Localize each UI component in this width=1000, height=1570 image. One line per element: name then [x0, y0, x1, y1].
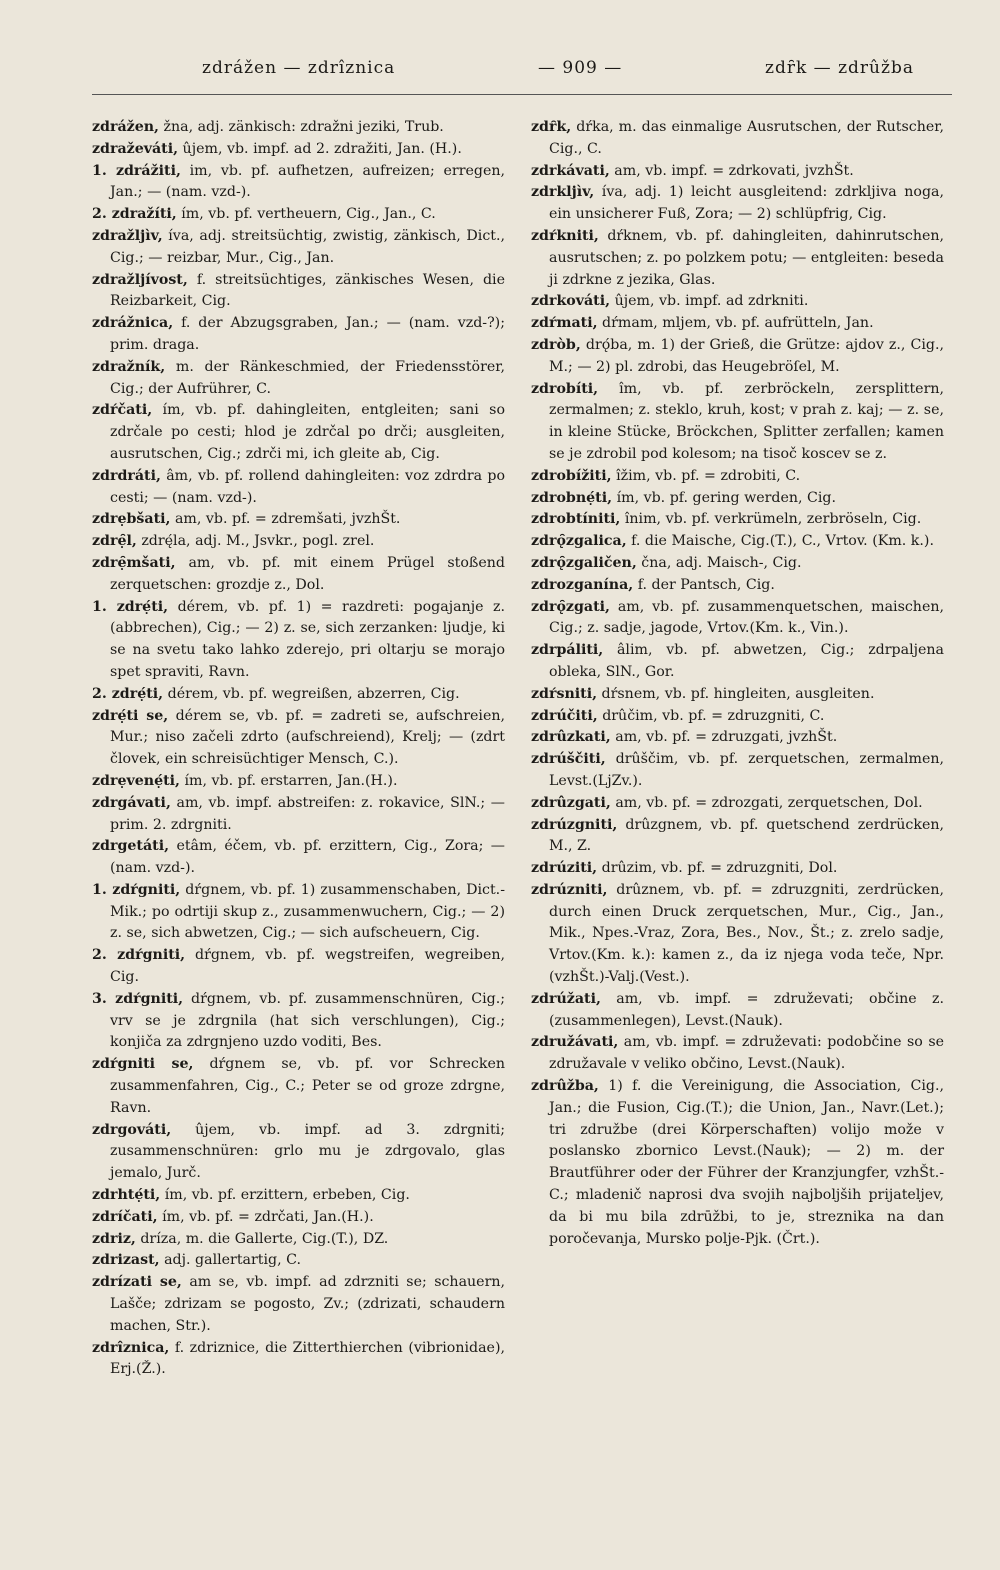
dictionary-entry [92, 1120, 505, 1185]
entry-headword: zdŕčati, [92, 402, 153, 419]
entry-definition: dŕmam, mljem, vb. pf. aufrütteln, Jan. [597, 315, 874, 332]
entry-definition: f. der Pantsch, Cig. [633, 576, 775, 593]
dictionary-entry [92, 1272, 505, 1337]
entry-headword: zdŕgniti se, [92, 1056, 194, 1073]
dictionary-entry [92, 270, 505, 314]
entry-definition: dérem, vb. pf. 1) = razdreti: pogajanje z. (abbrechen), Cig.; — 2) z. se, sich zerzanken: ljudje, ki se na svetu tako lahko zderejo, pri oltarju se morajo spet spraviti, Ravn. [110, 598, 505, 680]
dictionary-entry [92, 1207, 505, 1229]
entry-headword: zdrúzgniti, [531, 816, 618, 833]
dictionary-entry [531, 313, 944, 335]
entry-definition: am, vb. impf. abstreifen: z. rokavice, SlN.; — prim. 2. zdrgniti. [110, 794, 505, 833]
entry-definition: ûjem, vb. impf. ad 2. zdražiti, Jan. (H.). [178, 140, 462, 157]
entry-definition: drûznem, vb. pf. = zdruzgniti, zerdrücken, durch einen Druck zerquetschen, Mur., Cig., Jan., Mik., Npes.-Vraz, Zora, Bes., Nov., Št.; z. zrelo sadje, Vrtov.(Km. k.): kamen z., da iz njega voda teče, Npr.(vzhŠt.)-Valj.(Vest.). [549, 881, 944, 986]
entry-definition: čna, adj. Maisch-, Cig. [636, 554, 802, 571]
entry-headword: zdŕmati, [531, 315, 598, 332]
entry-headword: 1. zdŕgniti, [92, 881, 181, 898]
entry-definition: 1) f. die Vereinigung, die Association, Cig., Jan.; die Fusion, Cig.(T.); die Union, Jan., Navr.(Let.); tri združbe (drei Körperschaften) volijo može v poslansko zbornico Levst.(Nauk); — 2) m. der Brautführer oder der Führer der Kranzjungfer, vzhŠt.-C.; mladenič naprosi dva svojih najboljših prijateljev, da bi mu bila zdrūžbi, to je, streznika na dan poročevanja, Mursko polje-Pjk. (Črt.). [549, 1078, 944, 1247]
entry-headword: zdrẹ́ti se, [92, 707, 169, 724]
dictionary-entry [531, 335, 944, 379]
entry-headword: zdrǫ̑zgaličen, [531, 554, 637, 571]
entry-headword: zdrobnẹ́ti, [531, 489, 613, 506]
entry-definition: îžim, vb. pf. = zdrobiti, C. [611, 467, 801, 484]
dictionary-entry [531, 727, 944, 749]
dictionary-entry [92, 553, 505, 597]
entry-definition: am, vb. impf. = zdrkovati, jvzhŠt. [609, 162, 854, 179]
entry-definition: drǫ́ba, m. 1) der Grieß, die Grütze: ajdov z., Cig., M.; — 2) pl. zdrobi, das Heugebröſel, M. [549, 336, 944, 375]
entry-definition: dŕgnem se, vb. pf. vor Schrecken zusammenfahren, Cig., C.; Peter se od groze zdrgne, Ravn. [110, 1056, 505, 1116]
entry-definition: drûzim, vb. pf. = zdruzgniti, Dol. [597, 860, 838, 877]
entry-headword: zdražník, [92, 358, 166, 375]
entry-headword: zdrízati se, [92, 1274, 182, 1291]
entry-definition: ím, vb. pf. dahingleiten, entgleiten; sani so zdrčale po cesti; hlod je zdrčal po drči; ausgleiten, ausrutschen, Cig.; zdrči mi, ich gleite ab, Cig. [110, 402, 505, 462]
entry-headword: 1. zdrážiti, [92, 162, 181, 179]
entry-headword: zdrkováti, [531, 293, 611, 310]
entry-headword: združávati, [531, 1034, 619, 1051]
entry-headword: zdrgováti, [92, 1121, 172, 1138]
dictionary-entry [531, 684, 944, 706]
dictionary-entry [531, 531, 944, 553]
dictionary-entry [92, 1185, 505, 1207]
entry-definition: dŕgnem, vb. pf. zusammenschnüren, Cig.; vrv se je zdrgnila (hat sich verschlungen), Cig.; konjiča za zdrgnjeno uzdo voditi, Bes. [110, 990, 505, 1051]
dictionary-entry [92, 945, 505, 989]
entry-headword: 2. zdrẹ́ti, [92, 685, 164, 702]
dictionary-entry [92, 117, 505, 139]
entry-definition: am, vb. impf. = združevati; občine z. (zusammenlegen), Levst.(Nauk). [549, 990, 944, 1029]
entry-definition: am se, vb. impf. ad zdrzniti se; schauern, Lašče; zdrizam se pogosto, Zv.; (zdrizati, schaudern machen, Str.). [110, 1274, 505, 1334]
entry-headword: zdrúziti, [531, 860, 598, 877]
dictionary-entry [531, 1076, 944, 1250]
dictionary-entry [92, 1338, 505, 1382]
entry-headword: zdrǫ̑zgalica, [531, 533, 627, 550]
dictionary-entry [92, 989, 505, 1054]
entry-definition: am, vb. pf. = zdrozgati, zerquetschen, Dol. [610, 794, 923, 811]
page-number: — 909 — [538, 58, 623, 78]
entry-definition: íva, adj. streitsüchtig, zwistig, zänkisch, Dict., Cig.; — reizbar, Mur., Cig., Jan. [110, 227, 505, 266]
entry-headword: zdriz, [92, 1230, 136, 1247]
dictionary-entry [92, 684, 505, 706]
entry-headword: zdražljívost, [92, 271, 188, 288]
entry-definition: f. zdriznice, die Zitterthierchen (vibrionidae), Erj.(Ž.). [110, 1339, 505, 1378]
entry-definition: ím, vb. pf. = zdrčati, Jan.(H.). [157, 1208, 374, 1225]
entry-definition: ím, vb. pf. erzittern, erbeben, Cig. [160, 1187, 410, 1204]
dictionary-entry [531, 379, 944, 466]
dictionary-entry [92, 793, 505, 837]
entry-headword: zdrpáliti, [531, 642, 604, 659]
entry-definition: dŕka, m. das einmalige Ausrutschen, der Rutscher, Cig., C. [549, 119, 944, 157]
dictionary-entry [531, 706, 944, 728]
dictionary-entry [531, 575, 944, 597]
entry-headword: zdrgetáti, [92, 838, 170, 855]
entry-definition: dérem se, vb. pf. = zadreti se, aufschreien, Mur.; niso začeli zdrto (aufschreiend), Krelj; — (zdrt človek, ein schreisüchtiger Mensch, C.). [110, 707, 505, 768]
dictionary-entry [531, 880, 944, 989]
dictionary-entry [92, 313, 505, 357]
dictionary-entry [92, 357, 505, 401]
entry-headword: zdrobíti, [531, 380, 599, 397]
page-header [92, 58, 944, 78]
header-right: zdȓk — zdrûžba [765, 58, 914, 78]
entry-definition: dŕgnem, vb. pf. wegstreifen, wegreiben, Cig. [110, 947, 505, 986]
entry-definition: zdrę́la, adj. M., Jsvkr., pogl. zrel. [136, 533, 375, 550]
entry-headword: zdrẹ̑mšati, [92, 554, 176, 571]
entry-headword: zdrẹbšati, [92, 511, 171, 528]
entry-headword: zdrûzkati, [531, 729, 611, 746]
dictionary-entry [92, 139, 505, 161]
dictionary-entry [531, 291, 944, 313]
entry-headword: zdrážnica, [92, 315, 174, 332]
entry-headword: zdrkávati, [531, 162, 610, 179]
entry-definition: drûčim, vb. pf. = zdruzgniti, C. [597, 707, 825, 724]
right-column [531, 117, 944, 1381]
entry-headword: zdrkljìv, [531, 184, 595, 201]
entry-headword: zdȓk, [531, 119, 572, 135]
dictionary-entry [92, 509, 505, 531]
dictionary-entry [92, 1054, 505, 1119]
entry-headword: zdrûžba, [531, 1078, 599, 1095]
dictionary-entry [92, 771, 505, 793]
entry-headword: zdŕkniti, [531, 227, 599, 244]
entry-headword: 2. zdŕgniti, [92, 947, 186, 964]
dictionary-entry [531, 226, 944, 291]
entry-headword: zdrúčiti, [531, 707, 598, 724]
entry-definition: ím, vb. pf. gering werden, Cig. [612, 489, 837, 506]
dictionary-entry [92, 400, 505, 465]
entry-definition: drûščim, vb. pf. zerquetschen, zermalmen, Levst.(LjZv.). [549, 751, 944, 789]
dictionary-entry [92, 466, 505, 510]
entry-headword: zdrûzgati, [531, 794, 611, 811]
entry-definition: dŕknem, vb. pf. dahingleiten, dahinrutschen, ausrutschen; z. po polzkem potu; — entgleiten: beseda ji zdrkne z jezika, Glas. [549, 227, 944, 288]
entry-definition: ím, vb. pf. vertheuern, Cig., Jan., C. [176, 206, 436, 223]
entry-definition: am, vb. pf. mit einem Prügel stoßend zerquetschen: grozdje z., Dol. [110, 554, 505, 593]
dictionary-entry [531, 488, 944, 510]
dictionary-entry [531, 117, 944, 161]
entry-headword: zdraževáti, [92, 140, 179, 157]
dictionary-entry [92, 1250, 505, 1272]
dictionary-entry [92, 1229, 505, 1251]
entry-definition: ím, vb. pf. erstarren, Jan.(H.). [179, 772, 398, 789]
dictionary-entry [531, 640, 944, 684]
header-rule [92, 94, 952, 95]
entry-headword: 2. zdražíti, [92, 206, 177, 223]
dictionary-entry [92, 880, 505, 945]
entry-definition: drûzgnem, vb. pf. quetschend zerdrücken, M., Z. [549, 816, 944, 855]
entry-definition: ûjem, vb. impf. ad 3. zdrgniti; zusammenschnüren: grlo mu je zdrgovalo, glas jemalo, Jurč. [110, 1121, 505, 1182]
left-column [92, 117, 505, 1381]
entry-headword: zdròb, [531, 336, 581, 353]
dictionary-entry [531, 1032, 944, 1076]
entry-definition: dríza, m. die Gallerte, Cig.(T.), DZ. [135, 1230, 389, 1247]
entry-definition: îm, vb. pf. zerbröckeln, zersplittern, zermalmen; z. steklo, kruh, kost; v prah z. kaj; — z. se, in kleine Stücke, Bröckchen, Splitter zerfallen; kamen se je zdrobil pod kolesom; na tisoč koscev se z. [549, 380, 944, 462]
entry-definition: dérem, vb. pf. wegreißen, abzerren, Cig. [163, 685, 460, 702]
dictionary-entry [531, 182, 944, 226]
entry-definition: dŕgnem, vb. pf. 1) zusammenschaben, Dict.-Mik.; po odrtiji skup z., zusammenwuchern, Cig.; — 2) z. se, sich abwetzen, Cig.; — sich aufscheuern, Cig. [110, 881, 505, 942]
entry-definition: žna, adj. zänkisch: zdražni jeziki, Trub. [158, 119, 444, 135]
entry-headword: zdrobtíniti, [531, 511, 621, 528]
entry-definition: am, vb. pf. = zdremšati, jvzhŠt. [170, 511, 401, 528]
entry-definition: adj. gallertartig, C. [159, 1252, 301, 1269]
entry-definition: âlim, vb. pf. abwetzen, Cig.; zdrpaljena obleka, SlN., Gor. [549, 642, 944, 680]
dictionary-entry [92, 836, 505, 880]
entry-headword: zdrdráti, [92, 467, 161, 484]
entry-headword: zdrẹ̑l, [92, 533, 137, 550]
dictionary-entry [531, 161, 944, 183]
entry-headword: 3. zdŕgniti, [92, 990, 184, 1007]
entry-headword: zdrúzniti, [531, 881, 608, 898]
header-left: zdrážen — zdrîznica [202, 58, 396, 78]
entry-headword: zdrẹvenẹ́ti, [92, 772, 180, 789]
entry-definition: im, vb. pf. aufhetzen, aufreizen; erregen, Jan.; — (nam. vzd-). [110, 162, 505, 201]
entry-definition: f. die Maische, Cig.(T.), C., Vrtov. (Km. k.). [626, 533, 934, 550]
dictionary-entry [92, 204, 505, 226]
dictionary-entry [531, 597, 944, 641]
dictionary-entry [92, 597, 505, 684]
dictionary-entry [531, 793, 944, 815]
entry-headword: zdríčati, [92, 1208, 158, 1225]
entry-headword: 1. zdrẹ́ti, [92, 598, 169, 615]
entry-definition: ûjem, vb. impf. ad zdrkniti. [610, 293, 809, 310]
entry-headword: zdrobížiti, [531, 467, 612, 484]
entry-definition: m. der Ränkeschmied, der Friedensstörer, Cig.; der Aufrührer, C. [110, 358, 505, 397]
entry-headword: zdŕsniti, [531, 685, 598, 702]
dictionary-entry [92, 161, 505, 205]
columns [92, 117, 944, 1381]
entry-definition: dŕsnem, vb. pf. hingleiten, ausgleiten. [597, 685, 875, 702]
entry-headword: zdrhtẹ́ti, [92, 1187, 161, 1204]
entry-definition: înim, vb. pf. verkrümeln, zerbröseln, Cig. [620, 511, 922, 528]
entry-headword: zdrážen, [92, 119, 159, 135]
entry-headword: zdrǫ̑zgati, [531, 598, 610, 615]
entry-headword: zdrozganína, [531, 576, 634, 593]
entry-definition: am, vb. pf. zusammenquetschen, maischen, Cig.; z. sadje, jagode, Vrtov.(Km. k., Vin.). [549, 598, 944, 637]
dictionary-entry [531, 815, 944, 859]
entry-headword: zdrgávati, [92, 794, 171, 811]
entry-definition: f. der Abzugsgraben, Jan.; — (nam. vzd-?); prim. draga. [110, 315, 505, 353]
entry-definition: íva, adj. 1) leicht ausgleitend: zdrkljiva noga, ein unsicherer Fuß, Zora; — 2) schlüpfrig, Cig. [549, 184, 944, 223]
dictionary-entry [92, 531, 505, 553]
entry-headword: zdrúžati, [531, 990, 601, 1007]
dictionary-entry [531, 989, 944, 1033]
dictionary-entry [531, 749, 944, 793]
entry-definition: etâm, éčem, vb. pf. erzittern, Cig., Zora; — (nam. vzd-). [110, 838, 505, 877]
entry-headword: zdrizast, [92, 1252, 160, 1269]
dictionary-entry [531, 466, 944, 488]
entry-headword: zdrîznica, [92, 1339, 170, 1356]
entry-definition: am, vb. pf. = zdruzgati, jvzhŠt. [610, 729, 838, 746]
entry-headword: zdražljìv, [92, 227, 163, 244]
dictionary-entry [92, 706, 505, 771]
entry-definition: f. streitsüchtiges, zänkisches Wesen, die Reizbarkeit, Cig. [110, 271, 505, 310]
dictionary-entry [92, 226, 505, 270]
entry-definition: âm, vb. pf. rollend dahingleiten: voz zdrdra po cesti; — (nam. vzd-). [110, 467, 505, 506]
dictionary-entry [531, 858, 944, 880]
entry-headword: zdrúščiti, [531, 751, 606, 768]
dictionary-entry [531, 553, 944, 575]
entry-definition: am, vb. impf. = združevati: podobčine so se združavale v veliko občino, Levst.(Nauk). [549, 1034, 944, 1073]
dictionary-entry [531, 509, 944, 531]
